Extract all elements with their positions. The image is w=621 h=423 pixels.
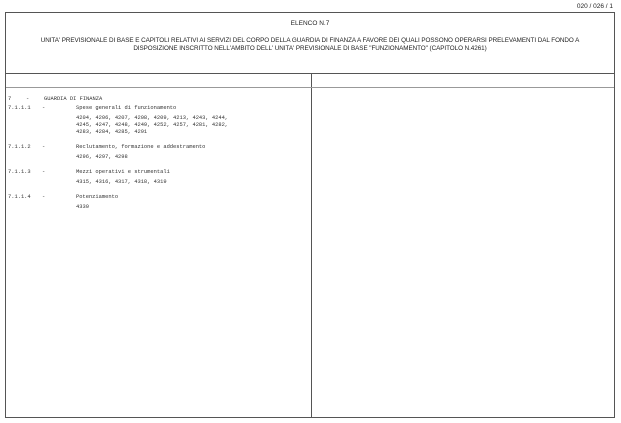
item-label: Spese generali di funzionamento (76, 105, 177, 111)
chapter-line: 4315, 4316, 4317, 4318, 4319 (76, 179, 167, 185)
header-description-line-1: UNITA' PREVISIONALE DI BASE E CAPITOLI RELATIVI AI SERVIZI DEL CORPO DELLA GUARDIA DI FINANZA A FAVORE DEI QUALI POSSONO OPERARSI PRELEVAMENTI DAL FONDO A (40, 37, 580, 44)
chapter-line: 4296, 4297, 4298 (76, 154, 128, 160)
item-code: 7.1.1.3 (8, 169, 31, 175)
section-dash: - (26, 96, 30, 102)
row-separator (6, 87, 614, 88)
item-label: Potenziamento (76, 194, 119, 200)
item-dash: - (42, 194, 46, 200)
list-item (8, 144, 306, 161)
list-item (8, 194, 306, 211)
item-code: 7.1.1.4 (8, 194, 31, 200)
list-number: ELENCO N.7 (290, 20, 330, 27)
left-column-content (8, 96, 306, 219)
section-code: 7 (8, 96, 12, 102)
section-heading (8, 96, 306, 105)
item-label: Mezzi operativi e strumentali (76, 169, 170, 175)
chapter-line: 4204, 4206, 4207, 4208, 4209, 4213, 4243, 4244, (76, 115, 229, 121)
item-code: 7.1.1.1 (8, 105, 31, 111)
item-label: Reclutamento, formazione e addestramento (76, 144, 206, 150)
item-dash: - (42, 105, 46, 111)
page-reference: 020 / 026 / 1 (576, 3, 613, 10)
header-description-line-2: DISPOSIZIONE INSCRITTO NELL'AMBITO DELL' UNITA' PREVISIONALE DI BASE "FUNZIONAMENTO" (CAPITOLO N.4261) (133, 45, 487, 52)
document-frame (5, 12, 615, 418)
item-code: 7.1.1.2 (8, 144, 31, 150)
chapter-line: 4245, 4247, 4248, 4249, 4252, 4257, 4281, 4282, (76, 122, 229, 128)
document-header (6, 13, 614, 74)
item-dash: - (42, 169, 46, 175)
list-item (8, 169, 306, 186)
chapter-line: 4283, 4284, 4285, 4291 (76, 129, 148, 135)
item-dash: - (42, 144, 46, 150)
section-title: GUARDIA DI FINANZA (44, 96, 103, 102)
header-description (14, 37, 606, 53)
list-item (8, 105, 306, 136)
chapter-line: 4330 (76, 204, 89, 210)
